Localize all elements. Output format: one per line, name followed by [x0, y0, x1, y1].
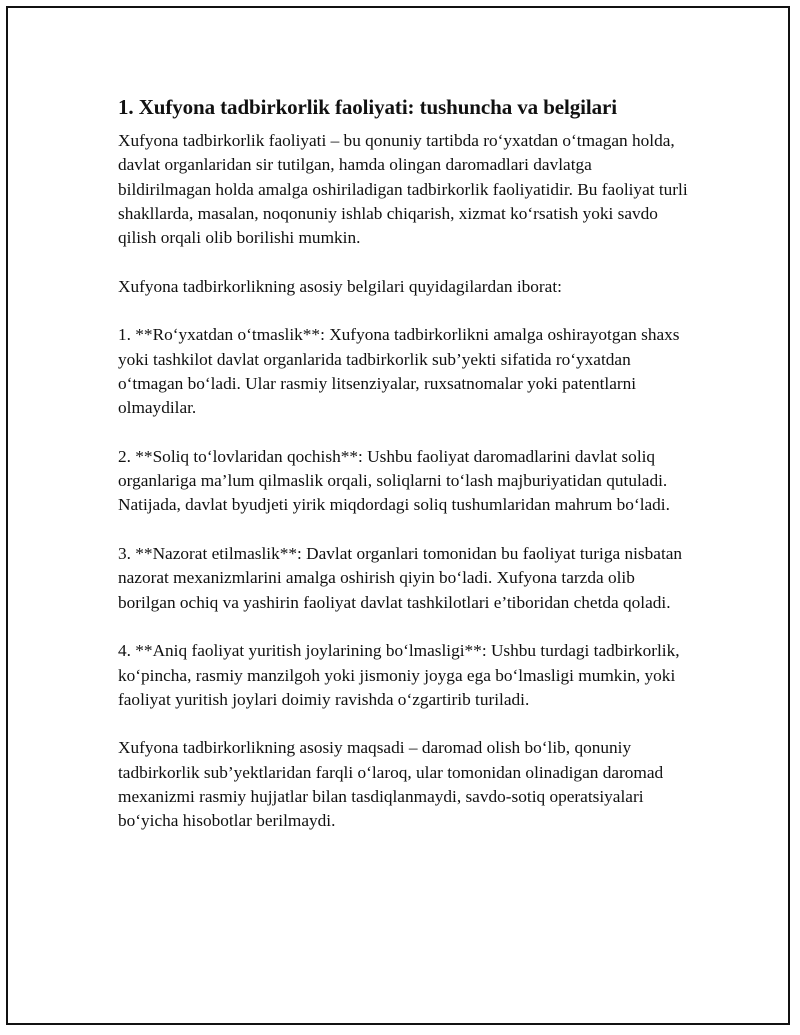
paragraph-gap	[118, 421, 688, 445]
document-body	[118, 95, 688, 834]
document-title: 1. Xufyona tadbirkorlik faoliyati: tushuncha va belgilari	[118, 95, 617, 119]
paragraph-features-intro: Xufyona tadbirkorlikning asosiy belgilari quyidagilardan iborat:	[118, 276, 562, 296]
paragraph-gap	[118, 712, 688, 736]
list-item-no-control: 3. **Nazorat etilmaslik**: Davlat organlari tomonidan bu faoliyat turiga nisbatan nazorat mexanizmlarini amalga oshirish qiyin bo‘ladi. Xufyona tarzda olib borilgan ochiq va yashirin faoliyat davlat tashkilotlari e’tiboridan chetda qoladi.	[118, 544, 683, 612]
paragraph-gap	[118, 518, 688, 542]
list-item-no-location: 4. **Aniq faoliyat yuritish joylarining bo‘lmasligi**: Ushbu turdagi tadbirkorlik, ko‘pincha, rasmiy manzilgoh yoki jismoniy joyga ega bo‘lmasligi mumkin, yoki faoliyat yuritish joylari doimiy ravishda o‘zgartirib turiladi.	[118, 641, 680, 709]
paragraph-conclusion: Xufyona tadbirkorlikning asosiy maqsadi – daromad olish bo‘lib, qonuniy tadbirkorlik sub’yektlaridan farqli o‘laroq, ular tomonidan olinadigan daromad mexanizmi rasmiy hujjatlar bilan tasdiqlanmaydi, savdo-sotiq operatsiyalari bo‘yicha hisobotlar berilmaydi.	[118, 738, 664, 831]
paragraph-gap	[118, 299, 688, 323]
paragraph-gap	[118, 615, 688, 639]
paragraph-definition: Xufyona tadbirkorlik faoliyati – bu qonuniy tartibda ro‘yxatdan o‘tmagan holda, davlat organlaridan sir tutilgan, hamda olingan daromadlari davlatga bildirilmagan holda amalga oshiriladigan tadbirkorlik faoliyatidir. Bu faoliyat turli shakllarda, masalan, noqonuniy ishlab chiqarish, xizmat ko‘rsatish yoki savdo qilish orqali olib borilishi mumkin.	[118, 131, 688, 248]
paragraph-gap	[118, 250, 688, 274]
list-item-registration: 1. **Ro‘yxatdan o‘tmaslik**: Xufyona tadbirkorlikni amalga oshirayotgan shaxs yoki tashkilot davlat organlarida tadbirkorlik sub’yekti sifatida ro‘yxatdan o‘tmagan bo‘ladi. Ular rasmiy litsenziyalar, ruxsatnomalar yoki patentlarni olmaydilar.	[118, 325, 680, 418]
list-item-tax-evasion: 2. **Soliq to‘lovlaridan qochish**: Ushbu faoliyat daromadlarini davlat soliq organlariga ma’lum qilmaslik orqali, soliqlarni to‘lash majburiyatidan qutuladi. Natijada, davlat byudjeti yirik miqdordagi soliq tushumlaridan mahrum bo‘ladi.	[118, 446, 670, 515]
